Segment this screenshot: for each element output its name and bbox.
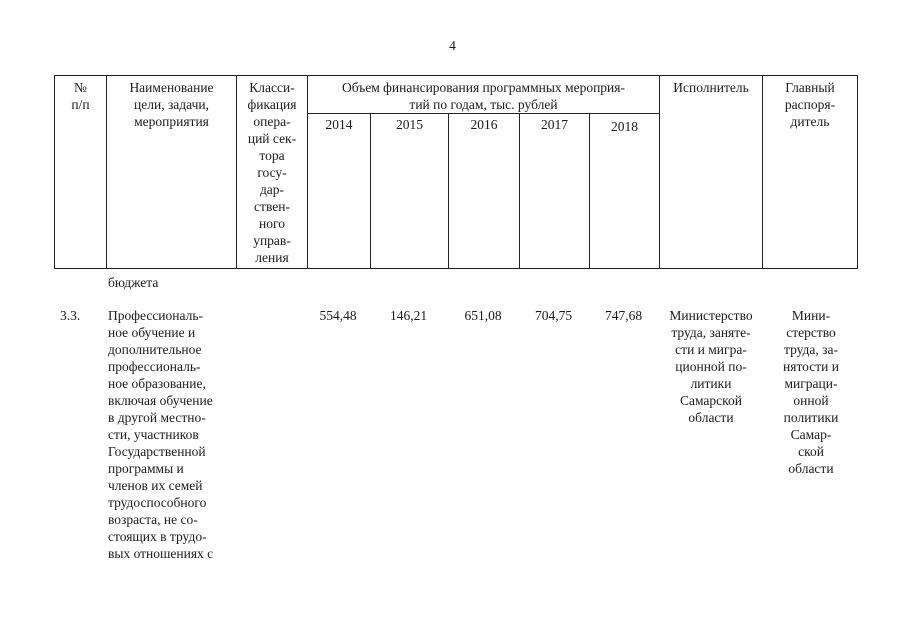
page-number: 4 (449, 38, 456, 53)
classification-continuation: бюджета (108, 275, 159, 290)
divider (370, 113, 371, 268)
divider (448, 113, 449, 268)
table-header (54, 75, 858, 269)
divider (589, 113, 590, 268)
header-executor: Исполнитель (673, 80, 749, 95)
header-number: № п/п (71, 80, 90, 112)
row-executor: Министерство труда, заняте- сти и мигра- ционной по- литики Самарской области (669, 308, 753, 425)
header-funding: Объем финансирования программных мероприя- тий по годам, тыс. рублей (342, 80, 625, 112)
header-name: Наименование цели, задачи, мероприятия (129, 80, 214, 129)
header-year-2017: 2017 (541, 117, 568, 132)
value-2017: 704,75 (534, 308, 573, 323)
header-year-2018: 2018 (611, 119, 638, 134)
header-year-2015: 2015 (396, 117, 423, 132)
value-2015: 146,21 (389, 308, 428, 323)
row-number: 3.3. (60, 308, 81, 323)
divider (659, 76, 660, 268)
value-2016: 651,08 (464, 308, 502, 323)
header-year-2014: 2014 (325, 117, 353, 132)
header-manager: Главный распоря- дитель (784, 80, 836, 129)
row-manager: Мини- стерство труда, за- нятости и миграци- онной политики Самар- ской области (783, 308, 839, 476)
header-year-2016: 2016 (470, 117, 498, 132)
row-name: Профессиональ- ное обучение и дополнительное профессиональ- ное образование, включая обучение в другой местно- сти, участников Государственной программы и членов их семей трудоспособного возраста, не со- стоящих в трудо- вых отношениях с (108, 308, 214, 561)
header-classification: Класси- фикация опера- ций сек- тора госу- дар- ствен- ного управ- ления (247, 80, 297, 265)
value-2014: 554,48 (319, 308, 357, 323)
value-2018: 747,68 (604, 308, 643, 323)
divider (519, 113, 520, 268)
divider (307, 113, 659, 114)
